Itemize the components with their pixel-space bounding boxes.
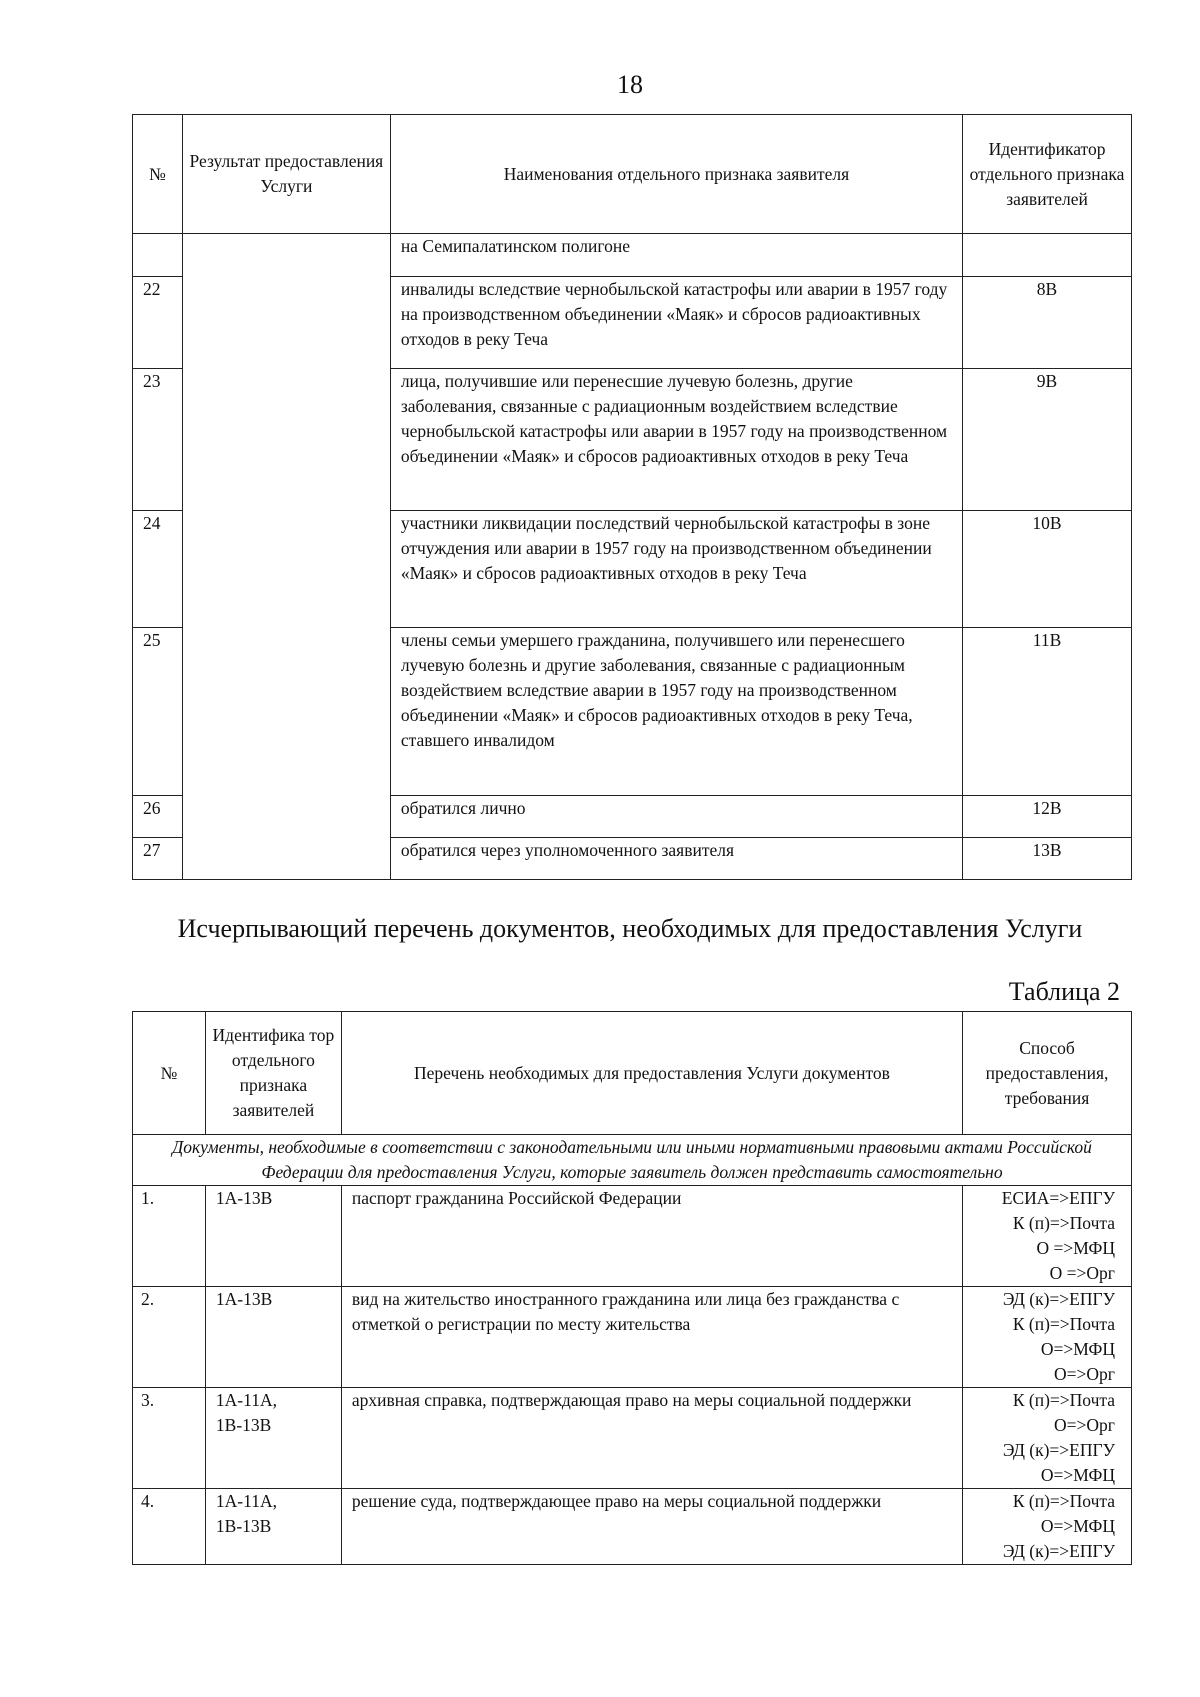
cell-document: вид на жительство иностранного гражданина или лица без гражданства с отметкой о регистрации по месту жительства [341, 1287, 962, 1388]
cell-feature-name: на Семипалатинском полигоне [390, 234, 962, 277]
table-row [133, 1287, 1132, 1388]
header-num: № [133, 115, 183, 234]
cell-feature-id: 1А-11А, 1В-13В [205, 1489, 341, 1565]
cell-feature-id: 11В [963, 628, 1132, 796]
page-number: 18 [617, 70, 643, 99]
cell-num: 22 [133, 277, 183, 369]
table-row [133, 1388, 1132, 1489]
cell-method: ЕСИА=>ЕПГУ К (п)=>Почта О =>МФЦ О =>Орг [963, 1186, 1132, 1287]
header-feature-id: Идентифика тор отдельного признака заявителей [205, 1012, 341, 1135]
cell-document: решение суда, подтверждающее право на меры социальной поддержки [341, 1489, 962, 1565]
cell-feature-id: 1А-11А, 1В-13В [205, 1388, 341, 1489]
cell-feature-name: участники ликвидации последствий чернобыльской катастрофы в зоне отчуждения или аварии в 1957 году на производственном объединении «Маяк» и сбросов радиоактивных отходов в реку Теча [390, 511, 962, 628]
table-row [133, 1489, 1132, 1565]
cell-num: 27 [133, 838, 183, 880]
cell-method: ЭД (к)=>ЕПГУ К (п)=>Почта О=>МФЦ О=>Орг [963, 1287, 1132, 1388]
table-row [133, 1186, 1132, 1287]
cell-num [133, 234, 183, 277]
cell-feature-id [963, 234, 1132, 277]
cell-feature-id: 10В [963, 511, 1132, 628]
header-num: № [133, 1012, 206, 1135]
cell-num: 23 [133, 369, 183, 511]
header-result: Результат предоставления Услуги [182, 115, 390, 234]
cell-num: 26 [133, 796, 183, 838]
cell-document: архивная справка, подтверждающая право на меры социальной поддержки [341, 1388, 962, 1489]
table-header-row [133, 115, 1132, 234]
cell-feature-id: 13В [963, 838, 1132, 880]
applicant-features-table [132, 114, 1132, 880]
documents-table [132, 1011, 1132, 1565]
cell-feature-id: 12В [963, 796, 1132, 838]
header-feature-name: Наименования отдельного признака заявителя [390, 115, 962, 234]
cell-feature-id: 1А-13В [205, 1287, 341, 1388]
cell-feature-name: инвалиды вследствие чернобыльской катастрофы или аварии в 1957 году на производственном объединении «Маяк» и сбросов радиоактивных отходов в реку Теча [390, 277, 962, 369]
section-row-text: Документы, необходимые в соответствии с законодательными или иными нормативными правовыми актами Российской Федерации для предоставления Услуги, которые заявитель должен представить самостоятельно [133, 1135, 1132, 1186]
cell-num: 1. [133, 1186, 206, 1287]
section-row [133, 1135, 1132, 1186]
cell-num: 3. [133, 1388, 206, 1489]
cell-feature-id: 9В [963, 369, 1132, 511]
cell-method: К (п)=>Почта О=>Орг ЭД (к)=>ЕПГУ О=>МФЦ [963, 1388, 1132, 1489]
cell-num: 4. [133, 1489, 206, 1565]
table-row [133, 234, 1132, 277]
section-title: Исчерпывающий перечень документов, необходимых для предоставления Услуги [177, 914, 1083, 943]
header-documents: Перечень необходимых для предоставления Услуги документов [341, 1012, 962, 1135]
cell-feature-id: 8В [963, 277, 1132, 369]
cell-method: К (п)=>Почта О=>МФЦ ЭД (к)=>ЕПГУ [963, 1489, 1132, 1565]
table-label: Таблица 2 [1008, 977, 1120, 1006]
cell-result-merged [182, 234, 390, 880]
cell-feature-id: 1А-13В [205, 1186, 341, 1287]
cell-feature-name: обратился лично [390, 796, 962, 838]
cell-feature-name: обратился через уполномоченного заявителя [390, 838, 962, 880]
cell-num: 2. [133, 1287, 206, 1388]
cell-num: 24 [133, 511, 183, 628]
cell-feature-name: лица, получившие или перенесшие лучевую болезнь, другие заболевания, связанные с радиационным воздействием вследствие чернобыльской катастрофы или аварии в 1957 году на производственном объединении «Маяк» и сбросов радиоактивных отходов в реку Теча [390, 369, 962, 511]
header-method: Способ предоставления, требования [963, 1012, 1132, 1135]
cell-document: паспорт гражданина Российской Федерации [341, 1186, 962, 1287]
cell-num: 25 [133, 628, 183, 796]
table-header-row [133, 1012, 1132, 1135]
header-feature-id: Идентификатор отдельного признака заявителей [963, 115, 1132, 234]
cell-feature-name: члены семьи умершего гражданина, получившего или перенесшего лучевую болезнь и другие заболевания, связанные с радиационным воздействием вследствие аварии в 1957 году на производственном объединении «Маяк» и сбросов радиоактивных отходов в реку Теча, ставшего инвалидом [390, 628, 962, 796]
